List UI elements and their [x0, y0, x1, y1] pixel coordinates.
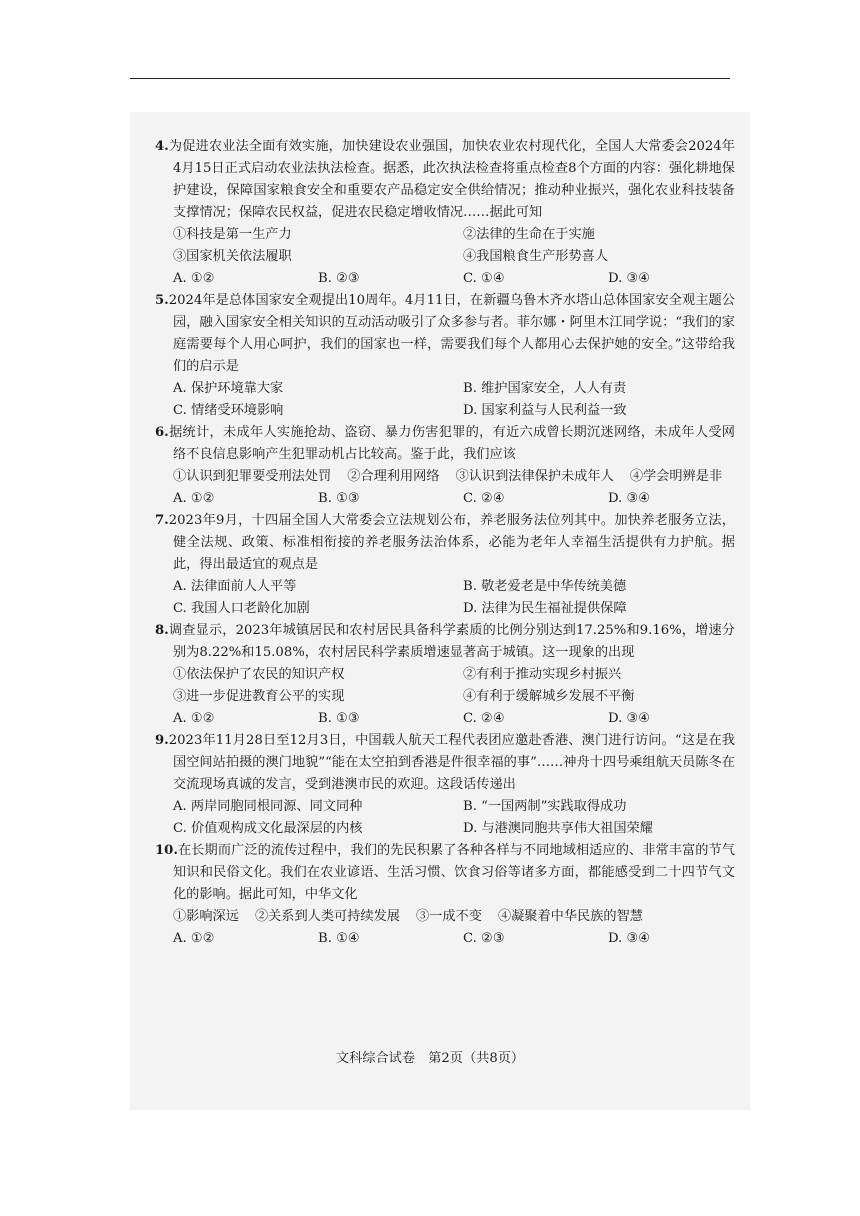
option: C. 价值观构成文化最深层的内核 — [173, 821, 363, 836]
option: D. 国家利益与人民利益一致 — [463, 403, 627, 418]
option-row — [155, 400, 735, 422]
option: B. ①④ — [318, 931, 360, 946]
question-6 — [155, 422, 735, 510]
option: C. ②④ — [463, 491, 505, 506]
option-row — [155, 576, 735, 598]
option: C. ②③ — [463, 931, 505, 946]
option-row — [155, 796, 735, 818]
option: A. ①② — [173, 931, 215, 946]
question-stem — [155, 422, 735, 466]
question-list — [155, 136, 735, 950]
statement: ④我国粮食生产形势喜人 — [463, 249, 609, 264]
question-text: 在长期而广泛的流传过程中，我们的先民积累了各种各样与不同地域相适应的、非常丰富的节气知识和民俗文化。我们在农业谚语、生活习惯、饮食习俗等诸多方面，都能感受到二十四节气文化的影响。据此可知，中华文化 — [173, 843, 735, 902]
statement: ①认识到犯罪要受刑法处罚 — [173, 469, 332, 484]
option: A. 两岸同胞同根同源、同文同种 — [173, 799, 363, 814]
option: C. ②④ — [463, 711, 505, 726]
option: B. “一国两制”实践取得成功 — [463, 799, 627, 814]
statement-row — [155, 664, 735, 686]
question-4 — [155, 136, 735, 290]
question-stem — [155, 136, 735, 224]
question-5 — [155, 290, 735, 422]
option: C. 我国人口老龄化加剧 — [173, 601, 310, 616]
option: D. ③④ — [608, 271, 651, 286]
option-row — [155, 928, 735, 950]
option: A. ①② — [173, 711, 215, 726]
question-10 — [155, 840, 735, 950]
option: A. ①② — [173, 491, 215, 506]
statement: ③认识到法律保护未成年人 — [455, 469, 614, 484]
statement-row — [155, 224, 735, 246]
option: B. ②③ — [318, 271, 360, 286]
question-stem — [155, 840, 735, 906]
statement: ②法律的生命在于实施 — [463, 227, 595, 242]
question-text: 2024年是总体国家安全观提出10周年。4月11日，在新疆乌鲁木齐水塔山总体国家安全观主题公园，融入国家安全相关知识的互动活动吸引了众多参与者。菲尔娜・阿里木江同学说：“我们的家庭需要每个人用心呵护，我们的国家也一样，需要我们每个人都用心去保护她的安全。”这带给我们的启示是 — [168, 293, 735, 374]
header-rule — [130, 78, 730, 79]
statement-row — [155, 906, 735, 928]
option-row — [155, 268, 735, 290]
question-number: 8. — [155, 623, 169, 638]
option: A. 法律面前人人平等 — [173, 579, 297, 594]
statement: ③进一步促进教育公平的实现 — [173, 689, 345, 704]
statement: ①依法保护了农民的知识产权 — [173, 667, 345, 682]
option-row — [155, 378, 735, 400]
question-number: 5. — [155, 293, 169, 308]
statement: ②有利于推动实现乡村振兴 — [463, 667, 622, 682]
question-number: 9. — [155, 733, 169, 748]
question-stem — [155, 290, 735, 378]
question-text: 调查显示，2023年城镇居民和农村居民具备科学素质的比例分别达到17.25%和9.16%，增速分别为8.22%和15.08%，农村居民科学素质增速显著高于城镇。这一现象的出现 — [168, 623, 735, 660]
option: C. ①④ — [463, 271, 505, 286]
option: B. 敬老爱老是中华传统美德 — [463, 579, 627, 594]
statement-row — [155, 246, 735, 268]
question-text: 据统计，未成年人实施抢劫、盗窃、暴力伤害犯罪的，有近六成曾长期沉迷网络，未成年人受网络不良信息影响产生犯罪动机占比较高。鉴于此，我们应该 — [168, 425, 735, 462]
statement-row — [155, 686, 735, 708]
option: B. 维护国家安全，人人有责 — [463, 381, 627, 396]
statement: ④有利于缓解城乡发展不平衡 — [463, 689, 635, 704]
question-text: 2023年9月，十四届全国人大常委会立法规划公布，养老服务法位列其中。加快养老服务立法，健全法规、政策、标准相衔接的养老服务法治体系，必能为老年人幸福生活提供有力护航。据此，得出最适宜的观点是 — [168, 513, 735, 572]
statement: ①科技是第一生产力 — [173, 227, 292, 242]
option: B. ①③ — [318, 711, 360, 726]
statement: ④学会明辨是非 — [629, 469, 723, 484]
option: D. ③④ — [608, 931, 651, 946]
statement: ②合理利用网络 — [347, 469, 440, 484]
option: D. 与港澳同胞共享伟大祖国荣耀 — [463, 821, 653, 836]
page-footer: 文科综合试卷 第2页（共8页） — [335, 1051, 525, 1066]
option: D. ③④ — [608, 711, 651, 726]
option: C. 情绪受环境影响 — [173, 403, 284, 418]
question-text: 2023年11月28日至12月3日，中国载人航天工程代表团应邀赴香港、澳门进行访问。“这是在我国空间站拍摄的澳门地貌”“能在太空拍到香港是件很幸福的事”……神舟十四号乘组航天员陈冬在交流现场真诚的发言，受到港澳市民的欢迎。这段话传递出 — [168, 733, 735, 792]
option-row — [155, 598, 735, 620]
question-8 — [155, 620, 735, 730]
statement: ②关系到人类可持续发展 — [254, 909, 400, 924]
statement: ③国家机关依法履职 — [173, 249, 292, 264]
question-number: 4. — [155, 139, 169, 154]
option-row — [155, 488, 735, 510]
question-number: 7. — [155, 513, 169, 528]
option: A. 保护环境靠大家 — [173, 381, 284, 396]
question-number: 6. — [155, 425, 169, 440]
statement: ④凝聚着中华民族的智慧 — [497, 909, 643, 924]
option-row — [155, 708, 735, 730]
option-row — [155, 818, 735, 840]
question-9 — [155, 730, 735, 840]
option: D. 法律为民生福祉提供保障 — [463, 601, 627, 616]
statement: ①影响深远 — [173, 909, 239, 924]
statement-row — [155, 466, 735, 488]
option: D. ③④ — [608, 491, 651, 506]
question-stem — [155, 620, 735, 664]
question-number: 10. — [155, 843, 178, 858]
question-stem — [155, 730, 735, 796]
question-stem — [155, 510, 735, 576]
question-text: 为促进农业法全面有效实施，加快建设农业强国，加快农业农村现代化，全国人大常委会2024年4月15日正式启动农业法执法检查。据悉，此次执法检查将重点检查8个方面的内容：强化耕地保护建设，保障国家粮食安全和重要农产品稳定安全供给情况；推动种业振兴，强化农业科技装备支撑情况；保障农民权益，促进农民稳定增收情况……据此可知 — [168, 139, 735, 220]
option: B. ①③ — [318, 491, 360, 506]
statement: ③一成不变 — [416, 909, 482, 924]
option: A. ①② — [173, 271, 215, 286]
question-7 — [155, 510, 735, 620]
